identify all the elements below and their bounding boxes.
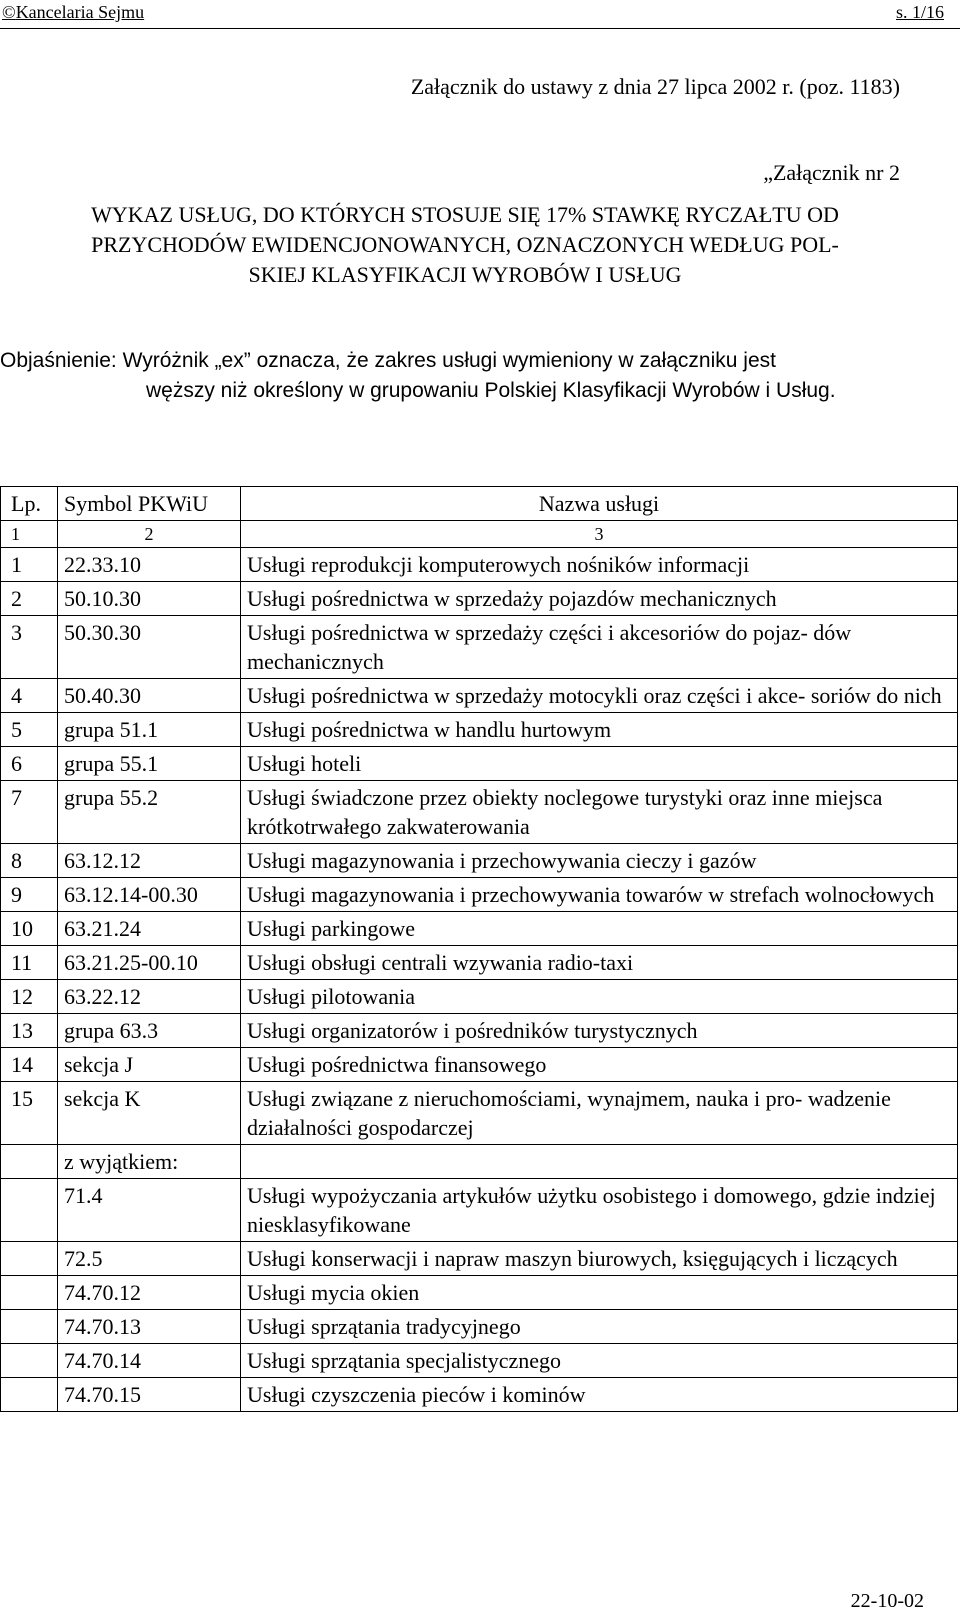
header-name: Nazwa usługi bbox=[241, 487, 958, 521]
row-symbol: 50.10.30 bbox=[58, 582, 241, 616]
row-name: Usługi pośrednictwa w sprzedaży części i akcesoriów do pojaz- dów mechanicznych bbox=[241, 616, 958, 679]
row-lp: 6 bbox=[1, 747, 58, 781]
row-name: Usługi magazynowania i przechowywania cieczy i gazów bbox=[241, 844, 958, 878]
table-row bbox=[1, 1378, 958, 1412]
explanation-rest: węższy niż określony w grupowaniu Polskiej Klasyfikacji Wyrobów i Usług. bbox=[146, 379, 836, 402]
footer-date: 22-10-02 bbox=[850, 1590, 924, 1612]
table-row bbox=[1, 781, 958, 844]
row-lp bbox=[1, 1276, 58, 1310]
row-name: Usługi sprzątania specjalistycznego bbox=[241, 1344, 958, 1378]
table-row bbox=[1, 582, 958, 616]
row-symbol: 50.30.30 bbox=[58, 616, 241, 679]
row-name: Usługi sprzątania tradycyjnego bbox=[241, 1310, 958, 1344]
row-name: Usługi pośrednictwa w sprzedaży pojazdów mechanicznych bbox=[241, 582, 958, 616]
row-name: Usługi pilotowania bbox=[241, 980, 958, 1014]
row-lp: 2 bbox=[1, 582, 58, 616]
row-name: Usługi hoteli bbox=[241, 747, 958, 781]
row-symbol: 63.12.12 bbox=[58, 844, 241, 878]
table-row bbox=[1, 1145, 958, 1179]
row-symbol: 74.70.13 bbox=[58, 1310, 241, 1344]
row-lp bbox=[1, 1242, 58, 1276]
row-lp: 8 bbox=[1, 844, 58, 878]
row-symbol: 71.4 bbox=[58, 1179, 241, 1242]
row-symbol: 63.21.24 bbox=[58, 912, 241, 946]
table-header-row bbox=[1, 487, 958, 521]
table-row bbox=[1, 844, 958, 878]
row-lp: 4 bbox=[1, 679, 58, 713]
table-row bbox=[1, 1014, 958, 1048]
table-row bbox=[1, 1048, 958, 1082]
row-symbol: 22.33.10 bbox=[58, 548, 241, 582]
row-symbol: grupa 55.2 bbox=[58, 781, 241, 844]
header-lp: Lp. bbox=[1, 487, 58, 521]
title-line: WYKAZ USŁUG, DO KTÓRYCH STOSUJE SIĘ 17% STAWKĘ RYCZAŁTU OD bbox=[91, 202, 839, 227]
table-row bbox=[1, 713, 958, 747]
row-lp: 1 bbox=[1, 548, 58, 582]
row-symbol: grupa 55.1 bbox=[58, 747, 241, 781]
row-symbol: grupa 51.1 bbox=[58, 713, 241, 747]
table-row bbox=[1, 1179, 958, 1242]
table-row bbox=[1, 1242, 958, 1276]
row-name: Usługi reprodukcji komputerowych nośników informacji bbox=[241, 548, 958, 582]
title-line: PRZYCHODÓW EWIDENCJONOWANYCH, OZNACZONYCH WEDŁUG POL- bbox=[91, 232, 839, 257]
row-lp bbox=[1, 1179, 58, 1242]
source-label bbox=[2, 0, 144, 24]
row-name: Usługi obsługi centrali wzywania radio-taxi bbox=[241, 946, 958, 980]
row-lp bbox=[1, 1310, 58, 1344]
row-lp: 12 bbox=[1, 980, 58, 1014]
row-name: Usługi konserwacji i napraw maszyn biurowych, księgujących i liczących bbox=[241, 1242, 958, 1276]
attachment-line: Załącznik do ustawy z dnia 27 lipca 2002 r. (poz. 1183) bbox=[410, 74, 900, 99]
row-lp: 5 bbox=[1, 713, 58, 747]
row-name: Usługi wypożyczania artykułów użytku osobistego i domowego, gdzie indziej niesklasyfikowane bbox=[241, 1179, 958, 1242]
row-name: Usługi czyszczenia pieców i kominów bbox=[241, 1378, 958, 1412]
header-symbol: Symbol PKWiU bbox=[58, 487, 241, 521]
table-row bbox=[1, 1344, 958, 1378]
table-row bbox=[1, 980, 958, 1014]
row-symbol: grupa 63.3 bbox=[58, 1014, 241, 1048]
title-line: SKIEJ KLASYFIKACJI WYROBÓW I USŁUG bbox=[248, 262, 682, 287]
row-name: Usługi pośrednictwa w handlu hurtowym bbox=[241, 713, 958, 747]
row-symbol: 74.70.15 bbox=[58, 1378, 241, 1412]
document-title bbox=[0, 200, 930, 290]
attachment-number: „Załącznik nr 2 bbox=[763, 160, 900, 185]
row-lp bbox=[1, 1378, 58, 1412]
column-numbering-row bbox=[1, 521, 958, 548]
page-header bbox=[0, 0, 960, 29]
table-row bbox=[1, 548, 958, 582]
numbering-name: 3 bbox=[241, 521, 958, 548]
row-symbol: 63.12.14-00.30 bbox=[58, 878, 241, 912]
row-symbol: 74.70.12 bbox=[58, 1276, 241, 1310]
row-name: Usługi parkingowe bbox=[241, 912, 958, 946]
row-symbol: z wyjątkiem: bbox=[58, 1145, 241, 1179]
row-name: Usługi pośrednictwa finansowego bbox=[241, 1048, 958, 1082]
row-name bbox=[241, 1145, 958, 1179]
row-name: Usługi mycia okien bbox=[241, 1276, 958, 1310]
row-name: Usługi organizatorów i pośredników turystycznych bbox=[241, 1014, 958, 1048]
table-row bbox=[1, 946, 958, 980]
numbering-lp: 1 bbox=[1, 521, 58, 548]
row-lp bbox=[1, 1344, 58, 1378]
row-lp: 11 bbox=[1, 946, 58, 980]
row-name: Usługi świadczone przez obiekty noclegowe turystyki oraz inne miejsca krótkotrwałego zakwaterowania bbox=[241, 781, 958, 844]
row-lp: 10 bbox=[1, 912, 58, 946]
row-lp: 3 bbox=[1, 616, 58, 679]
row-symbol: 74.70.14 bbox=[58, 1344, 241, 1378]
table-row bbox=[1, 912, 958, 946]
row-symbol: 72.5 bbox=[58, 1242, 241, 1276]
row-lp: 9 bbox=[1, 878, 58, 912]
numbering-symbol: 2 bbox=[58, 521, 241, 548]
table-row bbox=[1, 878, 958, 912]
row-symbol: 63.22.12 bbox=[58, 980, 241, 1014]
row-lp: 15 bbox=[1, 1082, 58, 1145]
source-name: Kancelaria Sejmu bbox=[15, 2, 145, 22]
table-row bbox=[1, 616, 958, 679]
row-symbol: 63.21.25-00.10 bbox=[58, 946, 241, 980]
explanation-note bbox=[0, 346, 900, 406]
table-row bbox=[1, 1276, 958, 1310]
row-lp: 7 bbox=[1, 781, 58, 844]
explanation-first-line: Objaśnienie: Wyróżnik „ex” oznacza, że zakres usługi wymieniony w załączniku jest bbox=[0, 349, 776, 372]
table-row bbox=[1, 1082, 958, 1145]
row-name: Usługi pośrednictwa w sprzedaży motocykli oraz części i akce- soriów do nich bbox=[241, 679, 958, 713]
row-name: Usługi magazynowania i przechowywania towarów w strefach wolnocłowych bbox=[241, 878, 958, 912]
row-symbol: sekcja K bbox=[58, 1082, 241, 1145]
row-symbol: 50.40.30 bbox=[58, 679, 241, 713]
table-row bbox=[1, 747, 958, 781]
page-number: s. 1/16 bbox=[895, 2, 944, 22]
services-table bbox=[0, 486, 958, 1412]
copyright-symbol: © bbox=[2, 2, 16, 22]
table-row bbox=[1, 1310, 958, 1344]
table-row bbox=[1, 679, 958, 713]
row-symbol: sekcja J bbox=[58, 1048, 241, 1082]
row-lp: 13 bbox=[1, 1014, 58, 1048]
row-lp: 14 bbox=[1, 1048, 58, 1082]
row-name: Usługi związane z nieruchomościami, wynajmem, nauka i pro- wadzenie działalności gospodarczej bbox=[241, 1082, 958, 1145]
row-lp bbox=[1, 1145, 58, 1179]
